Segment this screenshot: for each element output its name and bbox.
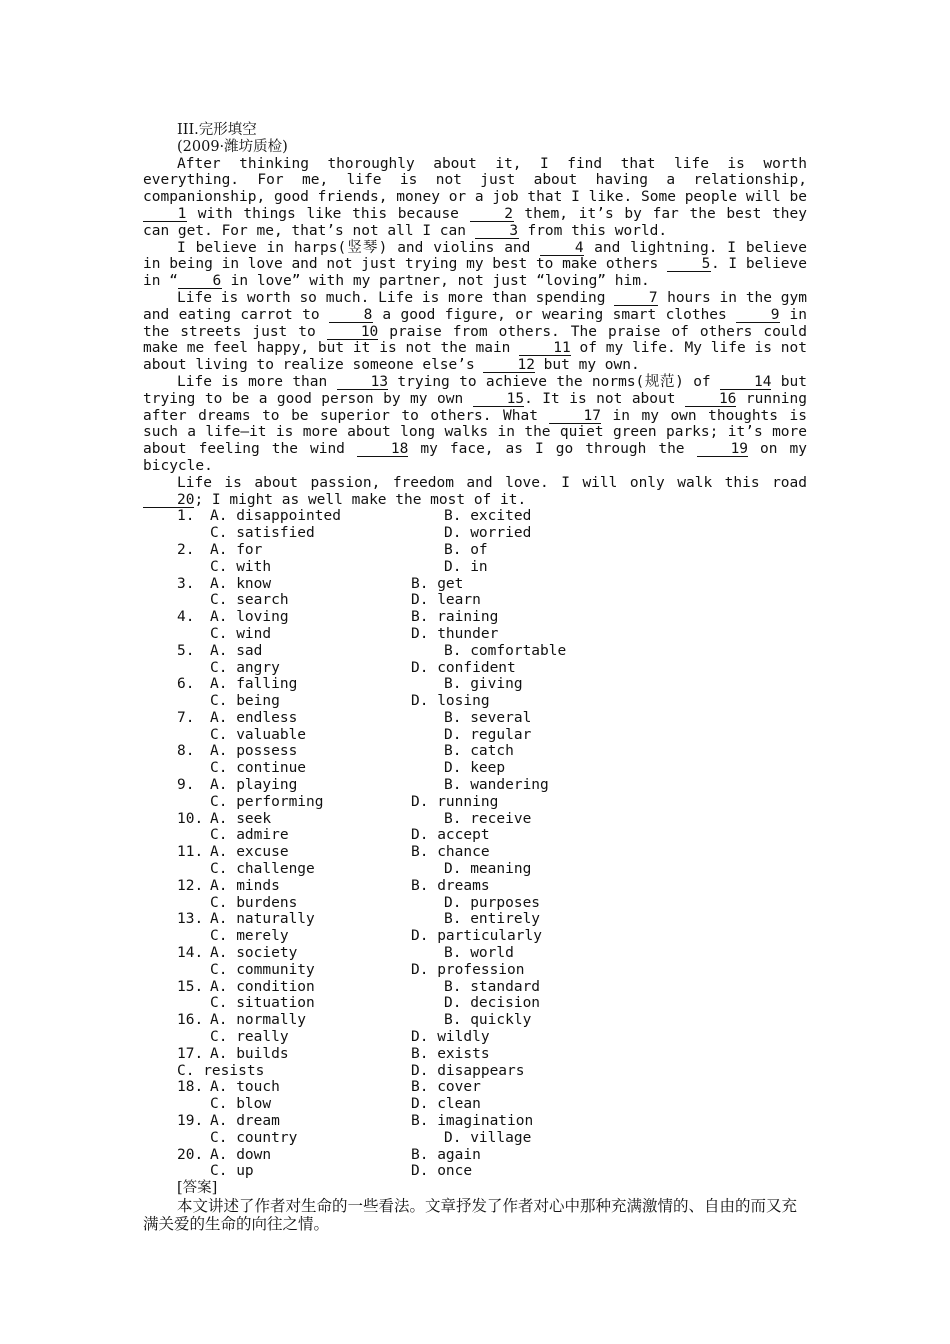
option-a: A. for — [210, 541, 263, 558]
question-number: 10. — [177, 810, 204, 827]
option-row-cd — [143, 660, 807, 677]
option-b: B. of — [444, 541, 488, 558]
option-c: C. performing — [210, 793, 324, 810]
option-b: B. receive — [444, 810, 532, 827]
blank-1: 1 — [143, 207, 187, 222]
option-row-ab — [143, 878, 807, 895]
option-b: B. catch — [444, 743, 514, 760]
option-row-cd — [143, 962, 807, 979]
option-c: C. with — [210, 558, 272, 575]
option-a: A. touch — [210, 1079, 280, 1096]
section-title: III.完形填空 — [177, 122, 257, 138]
option-d: D. learn — [411, 592, 481, 609]
option-row-ab — [143, 542, 807, 559]
option-d: D. decision — [444, 995, 541, 1012]
option-b: B. comfortable — [444, 642, 567, 659]
option-row-cd — [143, 1130, 807, 1147]
passage-paragraph: Life is more than 13 trying to achieve the norms(规范) of 14 but trying to be a good person by my own 15. It is not about 16 running after dreams to be superior to others. What 17 in my own thoughts is such a life—it is more about long walks in the quiet green parks; it’s more about feeling the wind 18 my face, as I go through the 19 on my bicycle. — [143, 373, 808, 474]
option-d: D. regular — [444, 726, 532, 743]
option-a: A. excuse — [210, 844, 289, 861]
option-d: D. particularly — [411, 928, 542, 945]
blank-13: 13 — [337, 375, 388, 390]
passage-paragraph: After thinking thoroughly about it, I find that life is worth everything. For me, life is not just about having a relationship, companionship, good friends, money or a job that I like. Some people will be 1 with things like this because 2 them, it’s by far the best they can get. For me, that’s not all I can 3 from this world. — [143, 155, 808, 239]
option-b: B. giving — [444, 676, 523, 693]
option-c: C. community — [210, 961, 315, 978]
passage-paragraph: I believe in harps(竖琴) and violins and 4 and lightning. I believe in being in love and not just trying my best to make others 5. I believe in “ 6 in love” with my partner, not just “loving” him. — [143, 239, 807, 290]
option-d: D. losing — [411, 693, 490, 710]
option-c: C. really — [210, 1029, 289, 1046]
option-a: A. loving — [210, 609, 289, 626]
blank-2: 2 — [470, 207, 514, 222]
question-number: 8. — [177, 743, 195, 760]
option-b: B. chance — [411, 844, 490, 861]
option-a: A. builds — [210, 1045, 289, 1062]
question-number: 12. — [177, 877, 204, 894]
passage-paragraph: Life is about passion, freedom and love. I will only walk this road 20; I might as well make the most of it. — [143, 475, 807, 509]
option-d: D. meaning — [444, 861, 532, 878]
blank-6: 6 — [178, 274, 222, 289]
option-b: B. excited — [444, 508, 532, 525]
option-row-ab — [143, 811, 807, 828]
option-row-cd — [143, 626, 807, 643]
option-row-ab — [143, 1147, 807, 1164]
blank-20: 20 — [143, 493, 194, 508]
option-c: C. angry — [210, 659, 280, 676]
option-c: C. valuable — [210, 726, 307, 743]
option-b: B. imagination — [411, 1113, 534, 1130]
passage-paragraph: Life is worth so much. Life is more than spending 7 hours in the gym and eating carrot to 8 a good figure, or wearing smart clothes 9 in the streets just to 10 praise from others. The praise of others could make me feel happy, but it is not the main 11 of my life. My life is not about living to realize someone else’s 12 but my own. — [143, 289, 808, 374]
option-row-ab — [143, 676, 807, 693]
option-row-ab — [143, 1012, 807, 1029]
blank-12: 12 — [483, 358, 534, 373]
option-d: D. confident — [411, 659, 516, 676]
blank-8: 8 — [329, 308, 373, 323]
question-number: 1. — [177, 508, 195, 525]
option-row-cd — [143, 693, 807, 710]
option-row-ab — [143, 945, 807, 962]
option-c: C. country — [210, 1129, 298, 1146]
question-number: 15. — [177, 978, 204, 995]
option-a: A. normally — [210, 1012, 307, 1029]
question-number: 5. — [177, 642, 195, 659]
option-a: A. dream — [210, 1113, 280, 1130]
blank-10: 10 — [327, 325, 378, 340]
option-d: D. clean — [411, 1096, 481, 1113]
option-row-cd — [143, 928, 807, 945]
option-row-ab — [143, 1046, 807, 1063]
source-note: (2009·潍坊质检) — [177, 138, 288, 155]
option-row-cd — [143, 861, 807, 878]
blank-4: 4 — [540, 241, 584, 256]
option-c: C. satisfied — [210, 525, 315, 542]
blank-18: 18 — [357, 442, 408, 457]
question-number: 4. — [177, 609, 195, 626]
option-a: A. endless — [210, 709, 298, 726]
question-number: 3. — [177, 575, 195, 592]
option-d: D. purposes — [444, 894, 541, 911]
option-d: D. thunder — [411, 625, 499, 642]
question-number: 19. — [177, 1113, 204, 1130]
option-a: A. know — [210, 575, 272, 592]
passage — [143, 156, 807, 509]
blank-14: 14 — [720, 375, 771, 390]
option-row-cd — [143, 995, 807, 1012]
question-number: 11. — [177, 844, 204, 861]
option-row-cd — [143, 525, 807, 542]
blank-9: 9 — [736, 308, 780, 323]
blank-17: 17 — [549, 409, 600, 424]
option-b: B. wandering — [444, 777, 549, 794]
option-a: A. naturally — [210, 911, 315, 928]
question-number: 13. — [177, 911, 204, 928]
question-number: 14. — [177, 945, 204, 962]
option-row-cd — [143, 1163, 807, 1180]
option-d: D. worried — [444, 525, 532, 542]
option-c: C. admire — [210, 827, 289, 844]
option-row-cd — [143, 827, 807, 844]
option-b: B. get — [411, 575, 464, 592]
question-number: 18. — [177, 1079, 204, 1096]
option-c: C. challenge — [210, 861, 315, 878]
option-a: A. sad — [210, 642, 263, 659]
option-d: D. keep — [444, 760, 506, 777]
option-row-cd — [143, 1063, 807, 1080]
answer-text: 本文讲述了作者对生命的一些看法。文章抒发了作者对心中那种充满激情的、自由的而又充满关爱的生命的向往之情。 — [143, 1197, 798, 1233]
blank-7: 7 — [614, 291, 658, 306]
question-number: 16. — [177, 1012, 204, 1029]
question-number: 7. — [177, 709, 195, 726]
option-c: C. search — [210, 592, 289, 609]
option-a: A. possess — [210, 743, 298, 760]
blank-5: 5 — [667, 257, 711, 272]
option-b: B. exists — [411, 1045, 490, 1062]
option-row-cd — [143, 559, 807, 576]
option-a: A. society — [210, 945, 298, 962]
document-page — [143, 122, 807, 1233]
option-c: C. resists — [177, 1062, 265, 1079]
option-d: D. wildly — [411, 1029, 490, 1046]
blank-3: 3 — [475, 224, 519, 239]
option-row-ab — [143, 911, 807, 928]
option-row-cd — [143, 1096, 807, 1113]
question-number: 2. — [177, 541, 195, 558]
option-row-ab — [143, 576, 807, 593]
option-row-ab — [143, 743, 807, 760]
option-b: B. several — [444, 709, 532, 726]
question-number: 6. — [177, 676, 195, 693]
option-b: B. quickly — [444, 1012, 532, 1029]
option-row-cd — [143, 760, 807, 777]
option-a: A. disappointed — [210, 508, 341, 525]
option-c: C. merely — [210, 928, 289, 945]
option-c: C. up — [210, 1163, 254, 1180]
blank-19: 19 — [697, 442, 748, 457]
question-number: 17. — [177, 1045, 204, 1062]
option-row-ab — [143, 710, 807, 727]
option-d: D. village — [444, 1129, 532, 1146]
option-c: C. burdens — [210, 894, 298, 911]
option-b: B. dreams — [411, 877, 490, 894]
question-number: 20. — [177, 1146, 204, 1163]
option-row-ab — [143, 508, 807, 525]
option-d: D. once — [411, 1163, 473, 1180]
blank-16: 16 — [685, 392, 736, 407]
option-b: B. cover — [411, 1079, 481, 1096]
option-a: A. seek — [210, 810, 272, 827]
option-d: D. running — [411, 793, 499, 810]
answer-label: [答案] — [177, 1180, 218, 1197]
option-row-ab — [143, 609, 807, 626]
options-list — [143, 508, 807, 1180]
option-d: D. disappears — [411, 1062, 525, 1079]
option-c: C. blow — [210, 1096, 272, 1113]
option-b: B. standard — [444, 978, 541, 995]
option-row-cd — [143, 895, 807, 912]
option-a: A. playing — [210, 777, 298, 794]
option-a: A. down — [210, 1146, 272, 1163]
option-b: B. world — [444, 945, 514, 962]
option-row-ab — [143, 979, 807, 996]
option-row-cd — [143, 727, 807, 744]
option-c: C. being — [210, 693, 280, 710]
option-a: A. falling — [210, 676, 298, 693]
option-row-ab — [143, 1113, 807, 1130]
option-d: D. in — [444, 558, 488, 575]
question-number: 9. — [177, 777, 195, 794]
option-a: A. condition — [210, 978, 315, 995]
option-row-ab — [143, 1079, 807, 1096]
option-d: D. accept — [411, 827, 490, 844]
option-b: B. raining — [411, 609, 499, 626]
option-c: C. continue — [210, 760, 307, 777]
option-row-cd — [143, 794, 807, 811]
option-row-ab — [143, 777, 807, 794]
option-c: C. wind — [210, 625, 272, 642]
blank-11: 11 — [519, 341, 570, 356]
blank-15: 15 — [473, 392, 524, 407]
option-b: B. again — [411, 1146, 481, 1163]
option-row-ab — [143, 643, 807, 660]
option-a: A. minds — [210, 877, 280, 894]
option-d: D. profession — [411, 961, 525, 978]
option-row-ab — [143, 844, 807, 861]
option-row-cd — [143, 1029, 807, 1046]
option-row-cd — [143, 592, 807, 609]
option-c: C. situation — [210, 995, 315, 1012]
option-b: B. entirely — [444, 911, 541, 928]
